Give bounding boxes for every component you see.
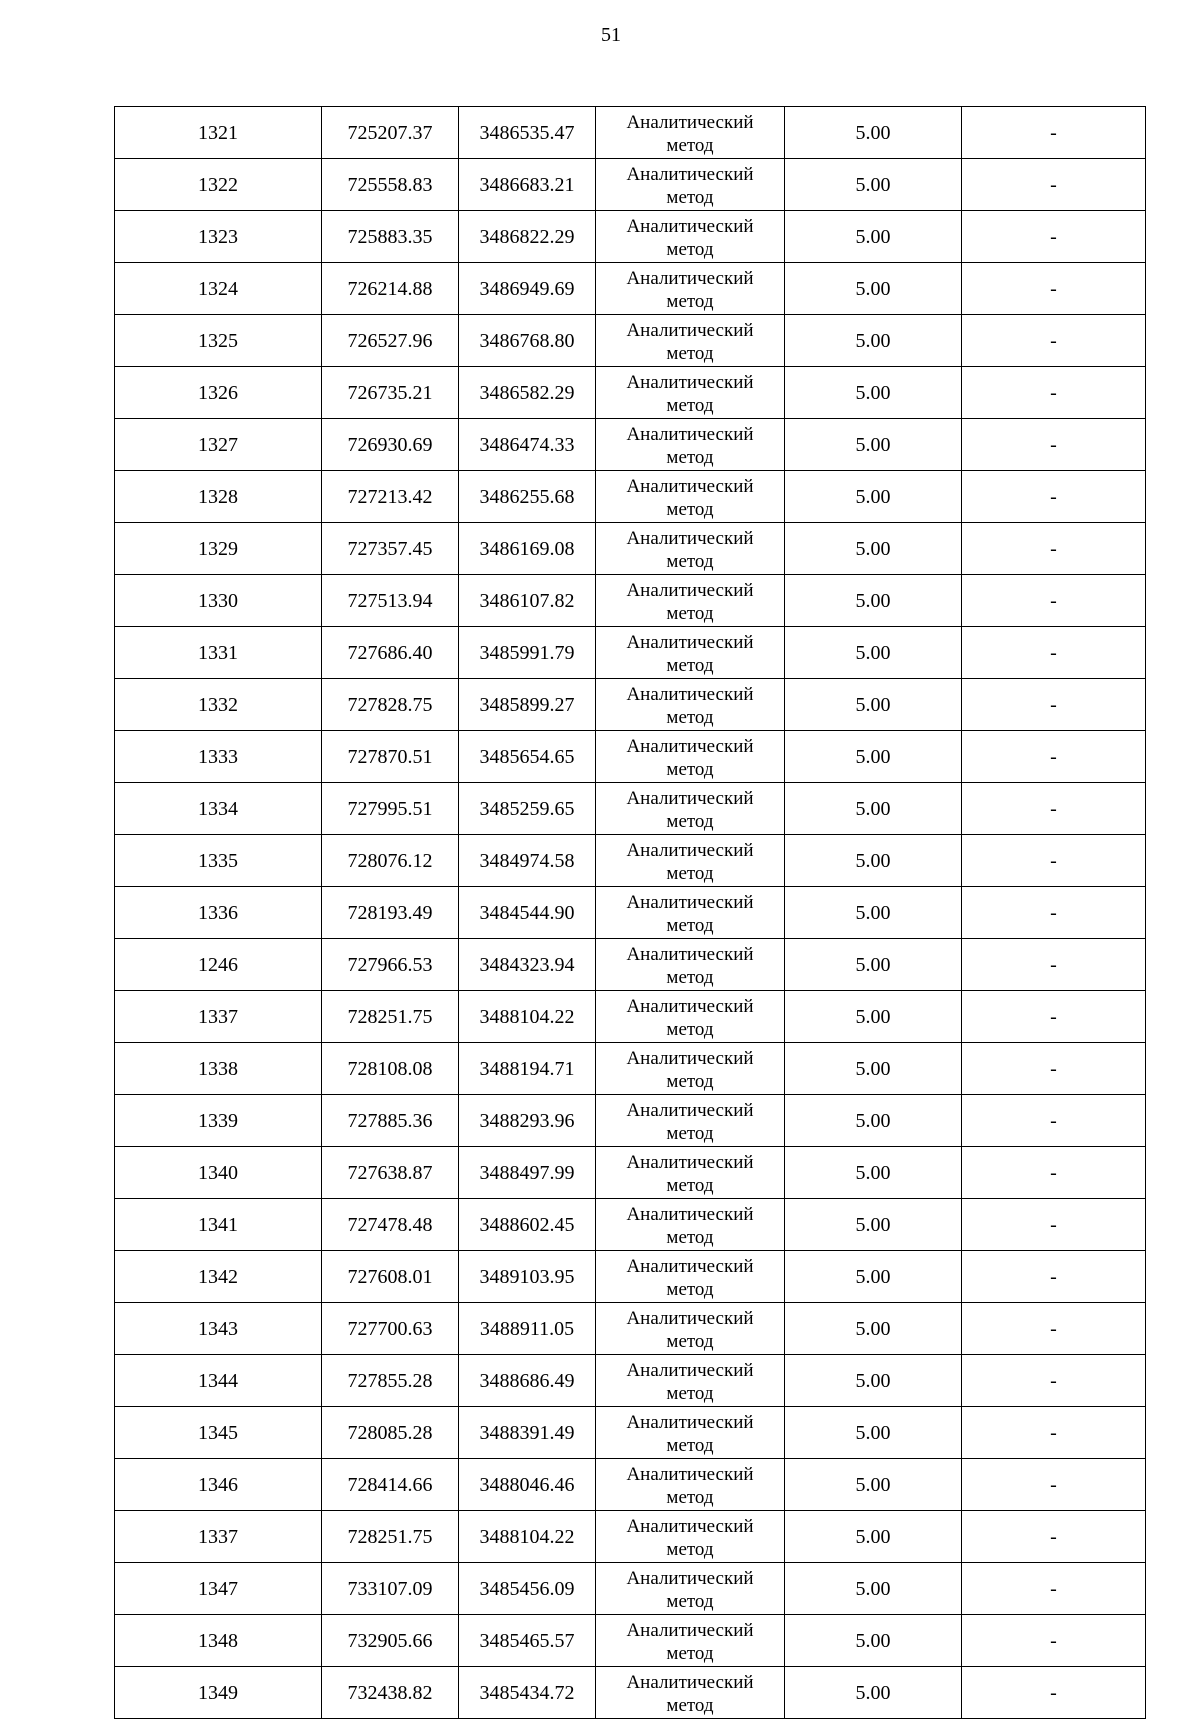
method-cell [596, 471, 785, 523]
point-number-cell: 1338 [115, 1043, 322, 1095]
description-cell: - [962, 1043, 1146, 1095]
y-coordinate-cell: 3486169.08 [459, 523, 596, 575]
y-coordinate-cell: 3488391.49 [459, 1407, 596, 1459]
point-number-cell: 1343 [115, 1303, 322, 1355]
point-number-cell: 1341 [115, 1199, 322, 1251]
method-line-2: метод [666, 1122, 714, 1144]
point-number-cell: 1334 [115, 783, 322, 835]
description-cell: - [962, 1095, 1146, 1147]
table-row [115, 835, 1146, 887]
method-line-2: метод [666, 1278, 714, 1300]
method-cell [596, 159, 785, 211]
y-coordinate-cell: 3488194.71 [459, 1043, 596, 1095]
x-coordinate-cell: 727885.36 [322, 1095, 459, 1147]
description-cell: - [962, 1511, 1146, 1563]
method-line-2: метод [666, 550, 714, 572]
y-coordinate-cell: 3485456.09 [459, 1563, 596, 1615]
description-cell: - [962, 1199, 1146, 1251]
method-line-2: метод [666, 134, 714, 156]
accuracy-cell: 5.00 [785, 159, 962, 211]
accuracy-cell: 5.00 [785, 1667, 962, 1719]
description-cell: - [962, 1667, 1146, 1719]
accuracy-cell: 5.00 [785, 1043, 962, 1095]
accuracy-cell: 5.00 [785, 1303, 962, 1355]
accuracy-cell: 5.00 [785, 211, 962, 263]
method-line-2: метод [666, 238, 714, 260]
method-cell [596, 887, 785, 939]
method-line-2: метод [666, 394, 714, 416]
method-line-2: метод [666, 1226, 714, 1248]
method-line-1: Аналитический [626, 215, 754, 237]
table-row [115, 1459, 1146, 1511]
x-coordinate-cell: 728076.12 [322, 835, 459, 887]
description-cell: - [962, 211, 1146, 263]
description-cell: - [962, 835, 1146, 887]
method-line-2: метод [666, 758, 714, 780]
table-row [115, 523, 1146, 575]
y-coordinate-cell: 3488911.05 [459, 1303, 596, 1355]
accuracy-cell: 5.00 [785, 679, 962, 731]
y-coordinate-cell: 3485259.65 [459, 783, 596, 835]
method-line-2: метод [666, 1174, 714, 1196]
description-cell: - [962, 575, 1146, 627]
description-cell: - [962, 1147, 1146, 1199]
point-number-cell: 1349 [115, 1667, 322, 1719]
y-coordinate-cell: 3486949.69 [459, 263, 596, 315]
accuracy-cell: 5.00 [785, 1199, 962, 1251]
accuracy-cell: 5.00 [785, 627, 962, 679]
point-number-cell: 1325 [115, 315, 322, 367]
table-row [115, 1407, 1146, 1459]
method-line-1: Аналитический [626, 1567, 754, 1589]
x-coordinate-cell: 728193.49 [322, 887, 459, 939]
method-cell [596, 1199, 785, 1251]
description-cell: - [962, 1251, 1146, 1303]
method-cell [596, 1303, 785, 1355]
x-coordinate-cell: 727357.45 [322, 523, 459, 575]
description-cell: - [962, 783, 1146, 835]
table-row [115, 211, 1146, 263]
point-number-cell: 1333 [115, 731, 322, 783]
accuracy-cell: 5.00 [785, 1615, 962, 1667]
table-row [115, 887, 1146, 939]
table-row [115, 575, 1146, 627]
y-coordinate-cell: 3486822.29 [459, 211, 596, 263]
method-line-1: Аналитический [626, 1671, 754, 1693]
y-coordinate-cell: 3488602.45 [459, 1199, 596, 1251]
accuracy-cell: 5.00 [785, 1563, 962, 1615]
table-row [115, 159, 1146, 211]
description-cell: - [962, 991, 1146, 1043]
method-cell [596, 1615, 785, 1667]
accuracy-cell: 5.00 [785, 523, 962, 575]
x-coordinate-cell: 727638.87 [322, 1147, 459, 1199]
x-coordinate-cell: 733107.09 [322, 1563, 459, 1615]
method-line-1: Аналитический [626, 943, 754, 965]
accuracy-cell: 5.00 [785, 835, 962, 887]
table-row [115, 991, 1146, 1043]
point-number-cell: 1322 [115, 159, 322, 211]
accuracy-cell: 5.00 [785, 1355, 962, 1407]
point-number-cell: 1346 [115, 1459, 322, 1511]
method-cell [596, 679, 785, 731]
method-line-1: Аналитический [626, 1099, 754, 1121]
y-coordinate-cell: 3486535.47 [459, 107, 596, 159]
accuracy-cell: 5.00 [785, 783, 962, 835]
y-coordinate-cell: 3484974.58 [459, 835, 596, 887]
description-cell: - [962, 315, 1146, 367]
description-cell: - [962, 523, 1146, 575]
x-coordinate-cell: 727478.48 [322, 1199, 459, 1251]
method-line-2: метод [666, 810, 714, 832]
y-coordinate-cell: 3486683.21 [459, 159, 596, 211]
method-line-1: Аналитический [626, 683, 754, 705]
method-line-1: Аналитический [626, 995, 754, 1017]
point-number-cell: 1340 [115, 1147, 322, 1199]
method-line-2: метод [666, 1434, 714, 1456]
point-number-cell: 1324 [115, 263, 322, 315]
description-cell: - [962, 367, 1146, 419]
method-line-2: метод [666, 1590, 714, 1612]
y-coordinate-cell: 3488104.22 [459, 1511, 596, 1563]
table-row [115, 1251, 1146, 1303]
description-cell: - [962, 939, 1146, 991]
x-coordinate-cell: 727870.51 [322, 731, 459, 783]
method-line-1: Аналитический [626, 163, 754, 185]
method-cell [596, 1407, 785, 1459]
table-row [115, 679, 1146, 731]
table-row [115, 263, 1146, 315]
method-line-1: Аналитический [626, 839, 754, 861]
method-cell [596, 1251, 785, 1303]
method-line-1: Аналитический [626, 371, 754, 393]
point-number-cell: 1327 [115, 419, 322, 471]
method-cell [596, 783, 785, 835]
accuracy-cell: 5.00 [785, 107, 962, 159]
method-cell [596, 1147, 785, 1199]
method-line-2: метод [666, 654, 714, 676]
accuracy-cell: 5.00 [785, 367, 962, 419]
coordinates-table [114, 106, 1146, 1719]
method-line-1: Аналитический [626, 319, 754, 341]
accuracy-cell: 5.00 [785, 419, 962, 471]
table-row [115, 1199, 1146, 1251]
y-coordinate-cell: 3486107.82 [459, 575, 596, 627]
method-line-2: метод [666, 498, 714, 520]
description-cell: - [962, 1563, 1146, 1615]
table-row [115, 1043, 1146, 1095]
method-cell [596, 367, 785, 419]
point-number-cell: 1348 [115, 1615, 322, 1667]
method-cell [596, 1563, 785, 1615]
x-coordinate-cell: 727513.94 [322, 575, 459, 627]
coordinates-table-body [115, 107, 1146, 1719]
method-line-2: метод [666, 706, 714, 728]
method-cell [596, 939, 785, 991]
point-number-cell: 1342 [115, 1251, 322, 1303]
method-line-1: Аналитический [626, 1411, 754, 1433]
method-line-1: Аналитический [626, 1151, 754, 1173]
method-cell [596, 731, 785, 783]
description-cell: - [962, 471, 1146, 523]
method-line-2: метод [666, 966, 714, 988]
point-number-cell: 1331 [115, 627, 322, 679]
point-number-cell: 1345 [115, 1407, 322, 1459]
y-coordinate-cell: 3488293.96 [459, 1095, 596, 1147]
point-number-cell: 1335 [115, 835, 322, 887]
y-coordinate-cell: 3488046.46 [459, 1459, 596, 1511]
method-line-2: метод [666, 1694, 714, 1716]
method-line-2: метод [666, 1382, 714, 1404]
accuracy-cell: 5.00 [785, 939, 962, 991]
method-line-1: Аналитический [626, 1047, 754, 1069]
accuracy-cell: 5.00 [785, 263, 962, 315]
method-cell [596, 1511, 785, 1563]
x-coordinate-cell: 732905.66 [322, 1615, 459, 1667]
table-row [115, 1615, 1146, 1667]
accuracy-cell: 5.00 [785, 1095, 962, 1147]
description-cell: - [962, 1355, 1146, 1407]
table-row [115, 471, 1146, 523]
point-number-cell: 1347 [115, 1563, 322, 1615]
table-row [115, 783, 1146, 835]
table-row [115, 367, 1146, 419]
point-number-cell: 1336 [115, 887, 322, 939]
y-coordinate-cell: 3489103.95 [459, 1251, 596, 1303]
point-number-cell: 1330 [115, 575, 322, 627]
point-number-cell: 1337 [115, 991, 322, 1043]
y-coordinate-cell: 3485434.72 [459, 1667, 596, 1719]
point-number-cell: 1323 [115, 211, 322, 263]
accuracy-cell: 5.00 [785, 1459, 962, 1511]
x-coordinate-cell: 726735.21 [322, 367, 459, 419]
method-line-2: метод [666, 342, 714, 364]
method-cell [596, 1043, 785, 1095]
y-coordinate-cell: 3485991.79 [459, 627, 596, 679]
x-coordinate-cell: 726214.88 [322, 263, 459, 315]
x-coordinate-cell: 732438.82 [322, 1667, 459, 1719]
table-row [115, 1667, 1146, 1719]
description-cell: - [962, 887, 1146, 939]
method-line-2: метод [666, 446, 714, 468]
description-cell: - [962, 159, 1146, 211]
table-row [115, 627, 1146, 679]
method-cell [596, 419, 785, 471]
method-cell [596, 991, 785, 1043]
y-coordinate-cell: 3485465.57 [459, 1615, 596, 1667]
point-number-cell: 1332 [115, 679, 322, 731]
method-line-1: Аналитический [626, 423, 754, 445]
y-coordinate-cell: 3485899.27 [459, 679, 596, 731]
table-row [115, 1563, 1146, 1615]
accuracy-cell: 5.00 [785, 1147, 962, 1199]
method-line-2: метод [666, 1018, 714, 1040]
point-number-cell: 1337 [115, 1511, 322, 1563]
method-cell [596, 575, 785, 627]
x-coordinate-cell: 727213.42 [322, 471, 459, 523]
description-cell: - [962, 419, 1146, 471]
method-line-1: Аналитический [626, 1359, 754, 1381]
description-cell: - [962, 107, 1146, 159]
method-line-2: метод [666, 1330, 714, 1352]
y-coordinate-cell: 3488104.22 [459, 991, 596, 1043]
description-cell: - [962, 1615, 1146, 1667]
point-number-cell: 1326 [115, 367, 322, 419]
method-line-1: Аналитический [626, 735, 754, 757]
x-coordinate-cell: 727686.40 [322, 627, 459, 679]
accuracy-cell: 5.00 [785, 315, 962, 367]
description-cell: - [962, 1407, 1146, 1459]
method-cell [596, 315, 785, 367]
y-coordinate-cell: 3488497.99 [459, 1147, 596, 1199]
table-row [115, 1303, 1146, 1355]
x-coordinate-cell: 725558.83 [322, 159, 459, 211]
accuracy-cell: 5.00 [785, 1511, 962, 1563]
method-line-1: Аналитический [626, 787, 754, 809]
y-coordinate-cell: 3485654.65 [459, 731, 596, 783]
x-coordinate-cell: 727608.01 [322, 1251, 459, 1303]
y-coordinate-cell: 3486255.68 [459, 471, 596, 523]
method-line-2: метод [666, 1486, 714, 1508]
description-cell: - [962, 731, 1146, 783]
method-line-1: Аналитический [626, 1463, 754, 1485]
point-number-cell: 1339 [115, 1095, 322, 1147]
x-coordinate-cell: 727966.53 [322, 939, 459, 991]
accuracy-cell: 5.00 [785, 731, 962, 783]
method-cell [596, 211, 785, 263]
y-coordinate-cell: 3488686.49 [459, 1355, 596, 1407]
method-line-2: метод [666, 1642, 714, 1664]
description-cell: - [962, 263, 1146, 315]
x-coordinate-cell: 726930.69 [322, 419, 459, 471]
accuracy-cell: 5.00 [785, 1407, 962, 1459]
method-line-1: Аналитический [626, 1307, 754, 1329]
description-cell: - [962, 1303, 1146, 1355]
y-coordinate-cell: 3484544.90 [459, 887, 596, 939]
method-line-1: Аналитический [626, 1619, 754, 1641]
method-line-1: Аналитический [626, 475, 754, 497]
method-line-1: Аналитический [626, 891, 754, 913]
accuracy-cell: 5.00 [785, 575, 962, 627]
method-line-2: метод [666, 290, 714, 312]
accuracy-cell: 5.00 [785, 1251, 962, 1303]
table-row [115, 1511, 1146, 1563]
point-number-cell: 1344 [115, 1355, 322, 1407]
x-coordinate-cell: 725207.37 [322, 107, 459, 159]
table-row [115, 1147, 1146, 1199]
method-cell [596, 107, 785, 159]
table-row [115, 1355, 1146, 1407]
method-line-1: Аналитический [626, 527, 754, 549]
method-line-1: Аналитический [626, 631, 754, 653]
method-line-2: метод [666, 602, 714, 624]
table-row [115, 107, 1146, 159]
x-coordinate-cell: 727828.75 [322, 679, 459, 731]
x-coordinate-cell: 728251.75 [322, 991, 459, 1043]
accuracy-cell: 5.00 [785, 887, 962, 939]
method-line-1: Аналитический [626, 1255, 754, 1277]
method-cell [596, 523, 785, 575]
accuracy-cell: 5.00 [785, 991, 962, 1043]
method-cell [596, 627, 785, 679]
y-coordinate-cell: 3486582.29 [459, 367, 596, 419]
table-row [115, 419, 1146, 471]
description-cell: - [962, 1459, 1146, 1511]
x-coordinate-cell: 726527.96 [322, 315, 459, 367]
method-line-1: Аналитический [626, 1203, 754, 1225]
point-number-cell: 1246 [115, 939, 322, 991]
description-cell: - [962, 679, 1146, 731]
y-coordinate-cell: 3486768.80 [459, 315, 596, 367]
method-line-1: Аналитический [626, 267, 754, 289]
point-number-cell: 1321 [115, 107, 322, 159]
description-cell: - [962, 627, 1146, 679]
method-cell [596, 1667, 785, 1719]
method-line-1: Аналитический [626, 111, 754, 133]
method-line-2: метод [666, 1070, 714, 1092]
x-coordinate-cell: 727995.51 [322, 783, 459, 835]
method-line-1: Аналитический [626, 579, 754, 601]
table-row [115, 731, 1146, 783]
x-coordinate-cell: 727700.63 [322, 1303, 459, 1355]
method-line-1: Аналитический [626, 1515, 754, 1537]
page-number: 51 [601, 24, 621, 46]
table-row [115, 939, 1146, 991]
x-coordinate-cell: 728414.66 [322, 1459, 459, 1511]
point-number-cell: 1328 [115, 471, 322, 523]
x-coordinate-cell: 727855.28 [322, 1355, 459, 1407]
table-row [115, 315, 1146, 367]
point-number-cell: 1329 [115, 523, 322, 575]
method-cell [596, 263, 785, 315]
method-line-2: метод [666, 914, 714, 936]
method-line-2: метод [666, 186, 714, 208]
method-cell [596, 1355, 785, 1407]
x-coordinate-cell: 728108.08 [322, 1043, 459, 1095]
method-line-2: метод [666, 1538, 714, 1560]
accuracy-cell: 5.00 [785, 471, 962, 523]
x-coordinate-cell: 725883.35 [322, 211, 459, 263]
y-coordinate-cell: 3484323.94 [459, 939, 596, 991]
method-cell [596, 1459, 785, 1511]
table-row [115, 1095, 1146, 1147]
method-line-2: метод [666, 862, 714, 884]
x-coordinate-cell: 728085.28 [322, 1407, 459, 1459]
method-cell [596, 835, 785, 887]
method-cell [596, 1095, 785, 1147]
y-coordinate-cell: 3486474.33 [459, 419, 596, 471]
x-coordinate-cell: 728251.75 [322, 1511, 459, 1563]
